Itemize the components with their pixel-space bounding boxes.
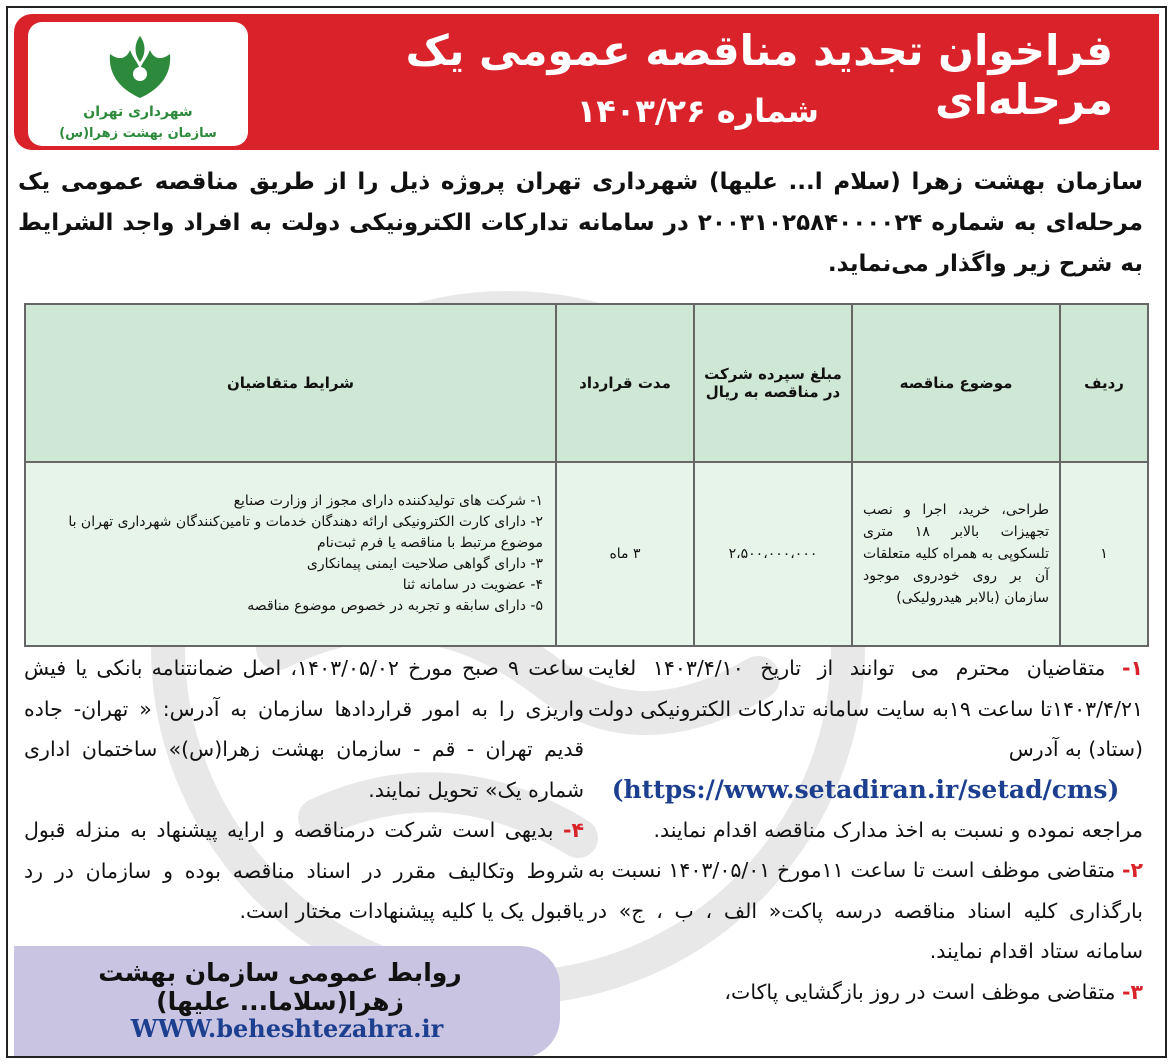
intro-paragraph: سازمان بهشت زهرا (سلام ا... علیها) شهرداری تهران پروژه ذیل را از طریق مناقصه عمومی یک مرحله‌ای به شماره ۲۰۰۳۱۰۲۵۸۴۰۰۰۰۲۴ در سامانه تدارکات الکترونیکی دولت به افراد واجد الشرایط به شرح زیر واگذار می‌نماید. [18, 169, 1143, 277]
announcement-frame [6, 6, 1167, 1058]
item-3-continued: ساعت ۹ صبح مورخ ۱۴۰۳/۰۵/۰۲، اصل ضمانتنامه بانکی یا فیش واریزی را به امور قراردادها سازمان به آدرس: « تهران- جاده قدیم تهران - قم - سازمان بهشت زهرا(س)» ساختمان اداری شماره یک» تحویل نمایند. [24, 656, 584, 802]
item-4-number: ۴- [562, 818, 584, 842]
cell-row-number: ۱ [1060, 462, 1148, 646]
tender-number: شماره ۱۴۰۳/۲۶ [576, 92, 819, 130]
cell-conditions [25, 462, 556, 646]
item-3 [588, 972, 1143, 1013]
item-1-number: ۱- [1121, 656, 1144, 680]
col-header-deposit: مبلغ سپرده شرکت در مناقصه به ریال [694, 304, 852, 462]
table-row [25, 462, 1148, 646]
item-4 [24, 810, 584, 932]
logo-box [28, 22, 248, 146]
col-header-duration: مدت قرارداد [556, 304, 694, 462]
footer-website-link[interactable]: WWW.beheshtezahra.ir [130, 1014, 444, 1043]
item-3-text: متقاضی موظف است در روز بازگشایی پاکات، [724, 979, 1116, 1004]
item-4-text: بدیهی است شرکت درمناقصه و ارایه پیشنهاد به منزله قبول شروط وتکالیف مقرر در اسناد مناقصه بوده و سازمان در رد یاقبول یک یا کلیه پیشنهادات مختار است. [24, 818, 584, 923]
org-name-municipality: شهرداری تهران [83, 104, 193, 120]
org-name-behesht-zahra: سازمان بهشت زهرا(س) [59, 126, 217, 141]
item-3-number: ۳- [1121, 979, 1143, 1004]
conditions-column-left [24, 648, 584, 932]
conditions-column-right [588, 648, 1143, 1012]
page-title: فراخوان تجدید مناقصه عمومی یک مرحله‌ای [405, 26, 1113, 124]
header-banner [14, 14, 1159, 150]
col-header-subject: موضوع مناقصه [852, 304, 1060, 462]
table-header-row [25, 304, 1148, 462]
cell-deposit: ۲،۵۰۰،۰۰۰،۰۰۰ [694, 462, 852, 646]
tulip-logo-icon [100, 30, 180, 102]
cell-subject: طراحی، خرید، اجرا و نصب تجهیزات بالابر ۱۸ متری تلسکوپی به همراه کلیه متعلقات آن بر روی خودروی موجود سازمان (بالابر هیدرولیکی) [852, 462, 1060, 646]
footer-box [14, 946, 560, 1058]
col-header-conditions: شرایط متقاضیان [25, 304, 556, 462]
condition-item: ۳- دارای گواهی صلاحیت ایمنی پیمانکاری [306, 556, 543, 572]
item-1 [588, 648, 1143, 850]
condition-item: ۵- دارای سابقه و تجربه در خصوص موضوع مناقصه [247, 598, 543, 614]
item-2-number: ۲- [1121, 858, 1143, 882]
item-1-text: متقاضیان محترم می توانند از تاریخ ۱۴۰۳/۴/۱۰ لغایت ۱۴۰۳/۴/۲۱تا ساعت ۱۹به سایت سامانه تدارکات الکترونیکی دولت (ستاد) به آدرس [588, 656, 1143, 761]
cell-duration: ۳ ماه [556, 462, 694, 646]
col-header-row: ردیف [1060, 304, 1148, 462]
condition-item: ۲- دارای کارت الکترونیکی ارائه دهندگان خدمات و تامین‌کنندگان شهرداری تهران با موضوع مرتبط با مناقصه یا فرم ثبت‌نام [68, 514, 543, 551]
condition-item: ۴- عضویت در سامانه ثنا [402, 577, 543, 593]
item-1-text-after: مراجعه نموده و نسبت به اخذ مدارک مناقصه اقدام نمایند. [653, 817, 1143, 842]
item-2 [588, 850, 1143, 972]
setad-url-link[interactable]: (https://www.setadiran.ir/setad/cms) [611, 774, 1120, 804]
condition-item: ۱- شرکت های تولیدکننده دارای مجوز از وزارت صنایع [233, 493, 543, 509]
footer-title: روابط عمومی سازمان بهشت زهرا(سلاما... علیها) [98, 958, 462, 1016]
item-2-text: متقاضی موظف است تا ساعت ۱۱مورخ ۱۴۰۳/۰۵/۰۱ نسبت به بارگذاری کلیه اسناد مناقصه درسه پاکت« الف ، ب ، ج» در سامانه ستاد اقدام نمایند. [588, 858, 1143, 963]
tender-table [24, 303, 1149, 647]
